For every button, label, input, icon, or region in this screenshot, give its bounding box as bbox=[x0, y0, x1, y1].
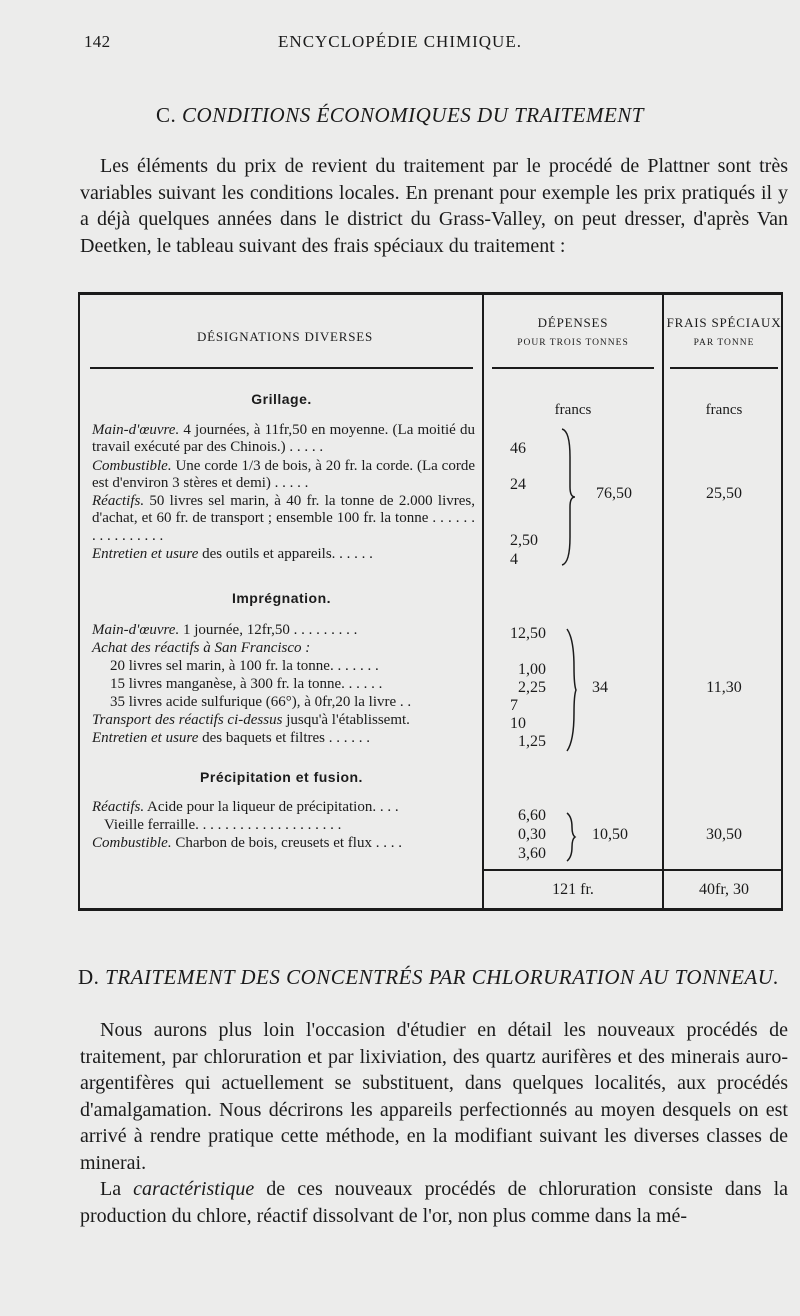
group-label-precipitation: Précipitation et fusion. bbox=[200, 769, 363, 785]
impregnation-row-1: Main-d'œuvre. 1 journée, 12fr,50 . . . . . . . . . bbox=[92, 622, 358, 638]
unit-col3: francs bbox=[705, 402, 743, 418]
grillage-row-2: Combustible. Une corde 1/3 de bois, à 20 fr. la corde. (La corde est d'environ 3 stères et demi) . . . . . bbox=[92, 458, 475, 492]
impregnation-row-6: Transport des réactifs ci-dessus jusqu'à l'établissemt. bbox=[92, 712, 410, 728]
section-d-body bbox=[80, 1017, 788, 1229]
precipitation-value-2: 0,30 bbox=[518, 826, 546, 843]
impregnation-row-3: 20 livres sel marin, à 100 fr. la tonne. . . . . . . bbox=[110, 658, 379, 674]
impregnation-value-3: 1,00 bbox=[518, 661, 546, 678]
total-expenses: 121 fr. bbox=[552, 881, 594, 898]
impregnation-row-4: 15 livres manganèse, à 300 fr. la tonne. . . . . . bbox=[110, 676, 383, 692]
total-per-ton: 40fr, 30 bbox=[698, 881, 749, 898]
grillage-row-3: Réactifs. 50 livres sel marin, à 40 fr. la tonne de 2.000 livres, d'achat, et 60 fr. de transport ; ensemble 100 fr. la tonne . . . . . . . . . . . . . . . . bbox=[92, 493, 475, 544]
group-label-impregnation: Imprégnation. bbox=[231, 590, 332, 606]
precipitation-brace bbox=[564, 811, 578, 863]
precipitation-row-1: Réactifs. Acide pour la liqueur de précipitation. . . . bbox=[92, 799, 399, 815]
section-d-heading: TRAITEMENT DES CONCENTRÉS PAR CHLORURATION AU TONNEAU. bbox=[105, 965, 780, 989]
col-special-title: FRAIS SPÉCIAUX bbox=[666, 315, 782, 330]
section-d-title bbox=[78, 965, 794, 990]
section-d-paragraph-2: La caractéristique de ces nouveaux procédés de chloruration consiste dans la production du chlore, réactif dissolvant de l'or, non plus comme dans la mé- bbox=[80, 1178, 789, 1227]
section-c-letter: C. bbox=[156, 103, 177, 127]
col-expenses-header bbox=[484, 315, 662, 348]
impregnation-brace bbox=[564, 627, 580, 753]
grillage-row-4: Entretien et usure des outils et appareils. . . . . . bbox=[92, 546, 373, 562]
grillage-per-ton: 25,50 bbox=[706, 485, 742, 502]
col-designations-header: DÉSIGNATIONS DIVERSES bbox=[196, 329, 374, 344]
grillage-brace bbox=[558, 427, 578, 567]
col-expenses-sub: POUR TROIS TONNES bbox=[517, 338, 629, 348]
group-label-grillage: Grillage. bbox=[251, 391, 312, 407]
grillage-value-2: 24 bbox=[510, 476, 526, 493]
precipitation-row-2: Vieille ferraille. . . . . . . . . . . . . . . . . . . . bbox=[104, 817, 342, 833]
precipitation-subtotal: 10,50 bbox=[592, 826, 628, 843]
impregnation-row-5: 35 livres acide sulfurique (66°), à 0fr,20 la livre . . bbox=[110, 694, 412, 710]
precipitation-value-1: 6,60 bbox=[518, 807, 546, 824]
impregnation-subtotal: 34 bbox=[592, 679, 608, 696]
section-c-paragraph-text: Les éléments du prix de revient du traitement par le procédé de Plattner sont très variables suivant les conditions locales. En prenant pour exemple les prix pratiqués il y a déjà quelques années dans le district du Grass-Valley, on peut dresser, d'après Van Deetken, le tableau suivant des frais spéciaux du traitement : bbox=[80, 155, 788, 257]
running-title: ENCYCLOPÉDIE CHIMIQUE. bbox=[278, 32, 522, 51]
col-special-sub: PAR TONNE bbox=[693, 338, 755, 348]
impregnation-row-7: Entretien et usure des baquets et filtres . . . . . . bbox=[92, 730, 371, 746]
impregnation-value-7: 1,25 bbox=[518, 733, 546, 750]
grillage-value-3: 2,50 bbox=[510, 532, 538, 549]
section-c-title bbox=[0, 103, 800, 128]
impregnation-value-6: 10 bbox=[510, 715, 526, 732]
grillage-value-1: 46 bbox=[510, 440, 526, 457]
grillage-row-1: Main-d'œuvre. 4 journées, à 11fr,50 en moyenne. (La moitié du travail exécuté par des Chinois.) . . . . . bbox=[92, 422, 475, 456]
col-special-header bbox=[664, 315, 784, 348]
impregnation-per-ton: 11,30 bbox=[706, 679, 742, 696]
section-c-paragraph bbox=[80, 153, 788, 259]
precipitation-row-3: Combustible. Charbon de bois, creusets et flux . . . . bbox=[92, 835, 402, 851]
section-c-heading: CONDITIONS ÉCONOMIQUES DU TRAITEMENT bbox=[182, 103, 644, 127]
impregnation-value-5: 7 bbox=[510, 697, 518, 714]
impregnation-value-4: 2,25 bbox=[518, 679, 546, 696]
impregnation-value-1: 12,50 bbox=[510, 625, 546, 642]
col-expenses-title: DÉPENSES bbox=[537, 315, 609, 330]
precipitation-value-3: 3,60 bbox=[518, 845, 546, 862]
precipitation-per-ton: 30,50 bbox=[706, 826, 742, 843]
grillage-subtotal: 76,50 bbox=[596, 485, 632, 502]
cost-table bbox=[78, 292, 783, 911]
page-number: 142 bbox=[84, 32, 111, 51]
impregnation-row-2: Achat des réactifs à San Francisco : bbox=[92, 640, 311, 656]
grillage-value-4: 4 bbox=[510, 551, 518, 568]
section-d-letter: D. bbox=[78, 965, 100, 989]
unit-col2: francs bbox=[554, 402, 592, 418]
section-d-paragraph-1: Nous aurons plus loin l'occasion d'étudier en détail les nouveaux procédés de traitement, par chloruration et par lixiviation, des quartz aurifères et des minerais auro-argentifères qui actuellement se substituent, dans quelques localités, aux procédés d'amalgamation. Nous décrirons les appareils perfectionnés au moyen desquels on est arrivé à rendre pratique cette méthode, en la modifiant suivant les diverses classes de minerai. bbox=[80, 1019, 788, 1174]
